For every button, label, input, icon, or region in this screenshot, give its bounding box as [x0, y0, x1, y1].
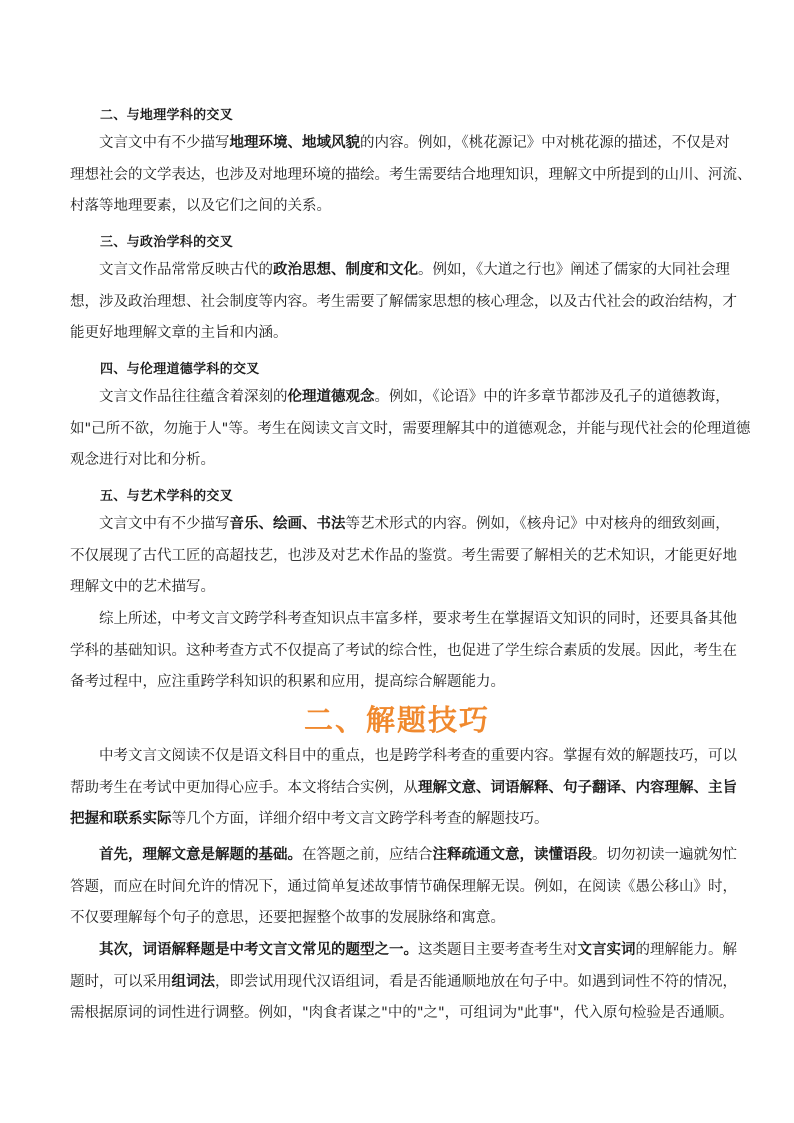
paragraph-line: 中考文言文阅读不仅是语文科目中的重点，也是跨学科考查的重要内容。掌握有效的解题技巧，可以: [99, 748, 737, 764]
paragraph-line: 文言文作品往往蕴含着深刻的伦理道德观念。例如，《论语》中的许多章节都涉及孔子的道德教诲，: [99, 389, 730, 405]
paragraph-intro: [70, 741, 737, 836]
paragraph-line: 学科的基础知识。这种考查方式不仅提高了考试的综合性，也促进了学生综合素质的发展。因此，考生在: [70, 642, 737, 659]
paragraph-line: 文言文中有不少描写音乐、绘画、书法等艺术形式的内容。例如，《核舟记》中对核舟的细致刻画，: [99, 516, 730, 532]
paragraph-line: 观念进行对比和分析。: [70, 452, 215, 468]
paragraph-line: 帮助考生在考试中更加得心应手。本文将结合实例，从理解文意、词语解释、句子翻译、内容理解、主旨: [70, 779, 737, 796]
paragraph-second: [70, 935, 737, 1030]
paragraph-line: 综上所述，中考文言文跨学科考查知识点丰富多样，要求考生在掌握语文知识的同时，还要具备其他: [99, 611, 737, 627]
paragraph-line: 需根据原词的词性进行调整。例如，"肉食者谋之"中的"之"，可组词为"此事"，代入原句检验是否通顺。: [70, 1005, 734, 1021]
paragraph-line: 如"己所不欲，勿施于人"等。考生在阅读文言文时，需要理解其中的道德观念，并能与现代社会的伦理道德: [70, 420, 751, 437]
paragraph-first: [70, 840, 737, 935]
paragraph-line: 题时，可以采用组词法，即尝试用现代汉语组词，看是否能通顺地放在句子中。如遇到词性不符的情况，: [70, 973, 737, 990]
paragraph-line: 其次，词语解释题是中考文言文常见的题型之一。这类题目主要考查考生对文言实词的理解能力。解: [99, 942, 737, 958]
paragraph-line: 能更好地理解文章的主旨和内涵。: [70, 325, 288, 341]
paragraph-line: 文言文中有不少描写地理环境、地域风貌的内容。例如，《桃花源记》中对桃花源的描述，不仅是对: [99, 135, 730, 151]
section-heading-ethics: 四、与伦理道德学科的交叉: [100, 362, 260, 377]
paragraph-line: 不仅展现了古代工匠的高超技艺，也涉及对艺术作品的鉴赏。考生需要了解相关的艺术知识，才能更好地: [70, 547, 737, 564]
paragraph-geography: [70, 128, 752, 223]
paragraph-line: 首先，理解文意是解题的基础。在答题之前，应结合注释疏通文意，读懂语段。切勿初读一遍就匆忙: [99, 847, 737, 863]
part-title: 二、解题技巧: [303, 703, 490, 737]
paragraph-line: 答题，而应在时间允许的情况下，通过简单复述故事情节确保理解无误。例如，在阅读《愚公移山》时，: [70, 878, 737, 895]
paragraph-summary: [70, 604, 737, 699]
paragraph-line: 理想社会的文学表达，也涉及对地理环境的描绘。考生需要结合地理知识，理解文中所提到的山川、河流、: [70, 166, 752, 183]
section-heading-geography: 二、与地理学科的交叉: [100, 108, 234, 123]
paragraph-line: 把握和联系实际等几个方面，详细介绍中考文言文跨学科考查的解题技巧。: [70, 811, 549, 827]
paragraph-line: 备考过程中，应注重跨学科知识的积累和应用，提高综合解题能力。: [70, 674, 505, 690]
section-heading-art: 五、与艺术学科的交叉: [100, 489, 234, 504]
paragraph-line: 理解文中的艺术描写。: [70, 579, 215, 595]
section-heading-politics: 三、与政治学科的交叉: [100, 235, 234, 250]
paragraph-line: 不仅要理解每个句子的意思，还要把握整个故事的发展脉络和寓意。: [70, 910, 505, 926]
paragraph-politics: [70, 255, 737, 350]
paragraph-line: 村落等地理要素，以及它们之间的关系。: [70, 198, 331, 214]
paragraph-ethics: [70, 382, 751, 477]
paragraph-art: [70, 509, 737, 604]
paragraph-line: 想，涉及政治理想、社会制度等内容。考生需要了解儒家思想的核心理念，以及古代社会的政治结构，才: [70, 293, 737, 310]
paragraph-line: 文言文作品常常反映古代的政治思想、制度和文化。例如，《大道之行也》阐述了儒家的大同社会理: [99, 262, 730, 278]
